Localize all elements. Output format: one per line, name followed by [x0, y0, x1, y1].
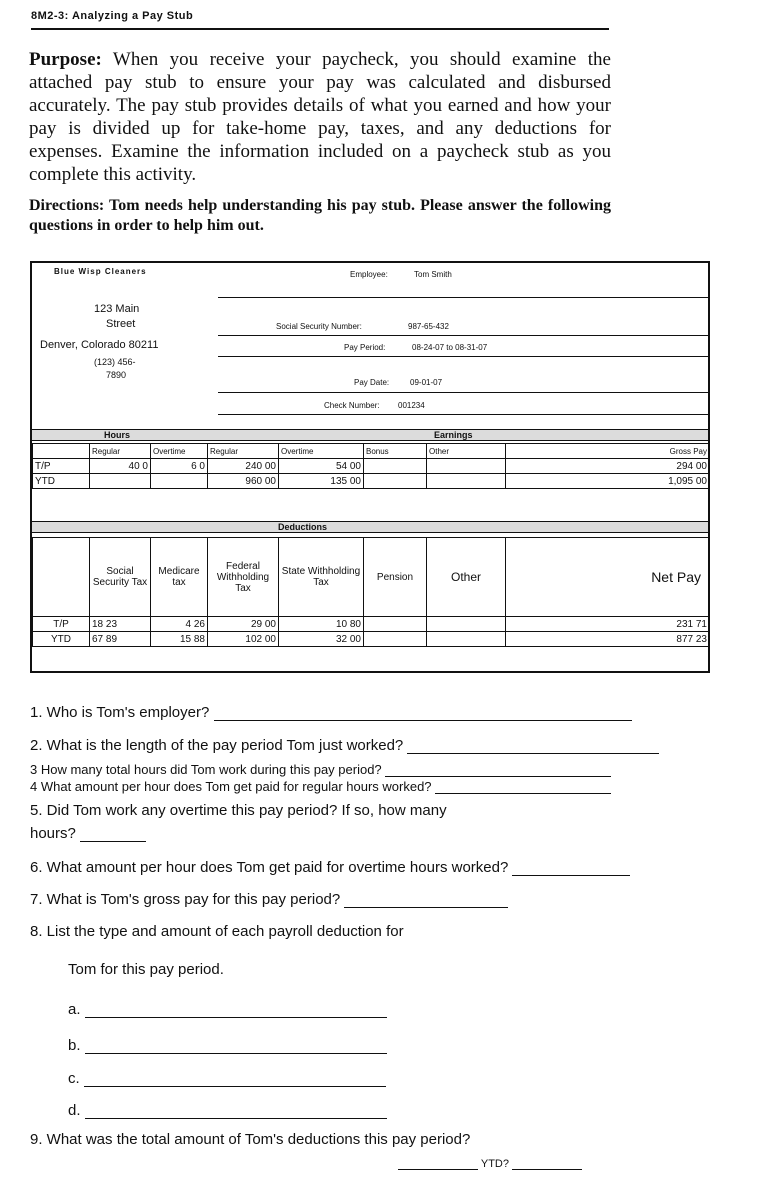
ssn-label: Social Security Number:: [276, 322, 362, 331]
col-header: Other: [427, 538, 506, 617]
question-1-text: 1. Who is Tom's employer?: [30, 704, 210, 721]
answer-blank[interactable]: [344, 907, 508, 908]
question-9: [30, 1131, 470, 1148]
row-label: T/P: [33, 459, 90, 474]
col-header: Gross Pay: [506, 444, 710, 459]
earnings-header: Earnings: [434, 430, 473, 440]
address-line-2: Street: [106, 318, 136, 330]
question-9-text: 9. What was the total amount of Tom's deductions this pay period?: [30, 1131, 471, 1148]
col-header: Overtime: [151, 444, 208, 459]
cell: 67 89: [90, 632, 151, 647]
cell: 102 00: [208, 632, 279, 647]
question-5: [30, 802, 447, 819]
cell: [427, 632, 506, 647]
earnings-col-headers: [33, 444, 710, 459]
earnings-band: [32, 429, 708, 441]
answer-blank[interactable]: [85, 1053, 387, 1054]
col-header: Federal Withholding Tax: [208, 538, 279, 617]
cell: 4 26: [151, 617, 208, 632]
answer-blank[interactable]: [85, 1118, 387, 1119]
item-label: c.: [68, 1070, 80, 1087]
address-line-1: 123 Main: [94, 303, 140, 315]
col-header: Bonus: [364, 444, 427, 459]
earnings-table: [32, 443, 710, 489]
cell: 231 71: [506, 617, 710, 632]
pay-date-value: 09-01-07: [410, 378, 443, 387]
col-header: Regular: [90, 444, 151, 459]
answer-blank[interactable]: [407, 753, 659, 754]
col-header: Medicare tax: [151, 538, 208, 617]
rule: [218, 392, 708, 393]
answer-blank[interactable]: [80, 841, 146, 842]
question-5-text: 5. Did Tom work any overtime this pay period? If so, how many: [30, 802, 447, 819]
corner-cell: [33, 538, 90, 617]
answer-blank[interactable]: [214, 720, 632, 721]
question-5-hours-text: hours?: [30, 825, 76, 842]
cell: 54 00: [279, 459, 364, 474]
cell: 294 00: [506, 459, 710, 474]
table-row: [33, 632, 710, 647]
rule: [218, 335, 708, 336]
check-number-label: Check Number:: [324, 401, 380, 410]
cell: 10 80: [279, 617, 364, 632]
col-header: State Withholding Tax: [279, 538, 364, 617]
purpose-text: When you receive your paycheck, you should examine the attached pay stub to ensure your pay was calculated and disbursed accurately. The pay stub provides details of what you earned and how your pay is divided up for take-home pay, taxes, and any deductions for expenses. Examine the information included on a paycheck stub as you complete this activity.: [29, 49, 611, 185]
col-header: Other: [427, 444, 506, 459]
corner-cell: [33, 444, 90, 459]
title-rule: [31, 28, 609, 30]
question-3: [30, 762, 611, 777]
cell: 1,095 00: [506, 474, 710, 489]
table-row: [33, 459, 710, 474]
worksheet-title: 8M2-3: Analyzing a Pay Stub: [31, 10, 194, 22]
pay-stub: [30, 261, 710, 673]
col-header: Pension: [364, 538, 427, 617]
row-label: YTD: [33, 474, 90, 489]
cell: 32 00: [279, 632, 364, 647]
table-row: [33, 617, 710, 632]
pay-period-value: 08-24-07 to 08-31-07: [412, 343, 488, 352]
rule: [218, 414, 708, 415]
question-9-answers: [398, 1158, 582, 1170]
cell: [90, 474, 151, 489]
question-7: [30, 891, 508, 908]
question-5-continued: [30, 825, 146, 842]
cell: 135 00: [279, 474, 364, 489]
col-header: Net Pay: [506, 538, 710, 617]
ssn-value: 987-65-432: [408, 322, 449, 331]
cell: 960 00: [208, 474, 279, 489]
answer-blank[interactable]: [385, 776, 611, 777]
cell: 877 23: [506, 632, 710, 647]
ytd-label: YTD?: [480, 1158, 509, 1170]
purpose-paragraph: [29, 48, 611, 186]
cell: [364, 632, 427, 647]
pay-period-label: Pay Period:: [344, 343, 386, 352]
cell: [427, 474, 506, 489]
col-header: Regular: [208, 444, 279, 459]
rule: [218, 356, 708, 357]
cell: [427, 617, 506, 632]
question-6-text: 6. What amount per hour does Tom get paid for overtime hours worked?: [30, 859, 509, 876]
cell: [364, 459, 427, 474]
cell: 40 0: [90, 459, 151, 474]
pay-date-label: Pay Date:: [354, 378, 390, 387]
question-2: [30, 737, 659, 754]
deductions-header: Deductions: [278, 522, 328, 532]
deduction-item-b: [68, 1037, 387, 1054]
question-2-text: 2. What is the length of the pay period Tom just worked?: [30, 737, 404, 754]
item-label: d.: [68, 1102, 81, 1119]
purpose-label: Purpose:: [29, 49, 102, 70]
cell: 29 00: [208, 617, 279, 632]
col-header: Overtime: [279, 444, 364, 459]
deduction-item-c: [68, 1070, 386, 1087]
employee-label: Employee:: [350, 270, 388, 279]
question-8-continued: Tom for this pay period.: [68, 961, 224, 978]
question-8-text: 8. List the type and amount of each payroll deduction for: [30, 923, 404, 940]
deduction-item-a: [68, 1001, 387, 1018]
cell: [364, 474, 427, 489]
answer-blank[interactable]: [85, 1017, 387, 1018]
answer-blank[interactable]: [84, 1086, 386, 1087]
question-1: [30, 704, 632, 721]
table-row: [33, 474, 710, 489]
directions-text: Tom needs help understanding his pay stub. Please answer the following questions in order to help him out.: [29, 197, 612, 234]
answer-blank[interactable]: [435, 793, 611, 794]
cell: 18 23: [90, 617, 151, 632]
deductions-col-headers: [33, 538, 710, 617]
address-line-3: Denver, Colorado 80211: [40, 339, 159, 351]
col-header: Social Security Tax: [90, 538, 151, 617]
phone-line-1: (123) 456-: [94, 357, 136, 367]
phone-line-2: 7890: [106, 370, 127, 380]
question-4-text: 4 What amount per hour does Tom get paid for regular hours worked?: [30, 779, 432, 794]
cell: [364, 617, 427, 632]
item-label: a.: [68, 1001, 81, 1018]
row-label: T/P: [33, 617, 90, 632]
directions-label: Directions:: [29, 197, 105, 214]
question-7-text: 7. What is Tom's gross pay for this pay period?: [30, 891, 341, 908]
row-label: YTD: [33, 632, 90, 647]
cell: [151, 474, 208, 489]
directions-paragraph: [29, 196, 611, 236]
cell: [427, 459, 506, 474]
question-6: [30, 859, 630, 876]
cell: 6 0: [151, 459, 208, 474]
question-8: [30, 923, 404, 940]
company-name: Blue Wisp Cleaners: [54, 267, 147, 276]
question-4: [30, 779, 611, 794]
employee-value: Tom Smith: [414, 270, 452, 279]
rule: [218, 297, 708, 298]
deduction-item-d: [68, 1102, 387, 1119]
item-label: b.: [68, 1037, 81, 1054]
question-3-text: 3 How many total hours did Tom work during this pay period?: [30, 762, 382, 777]
hours-header: Hours: [104, 430, 131, 440]
answer-blank[interactable]: [512, 875, 630, 876]
cell: 15 88: [151, 632, 208, 647]
answer-blank[interactable]: [512, 1169, 582, 1170]
check-number-value: 001234: [398, 401, 425, 410]
deductions-table: [32, 537, 710, 647]
deductions-band: [32, 521, 708, 533]
answer-blank[interactable]: [398, 1169, 478, 1170]
cell: 240 00: [208, 459, 279, 474]
